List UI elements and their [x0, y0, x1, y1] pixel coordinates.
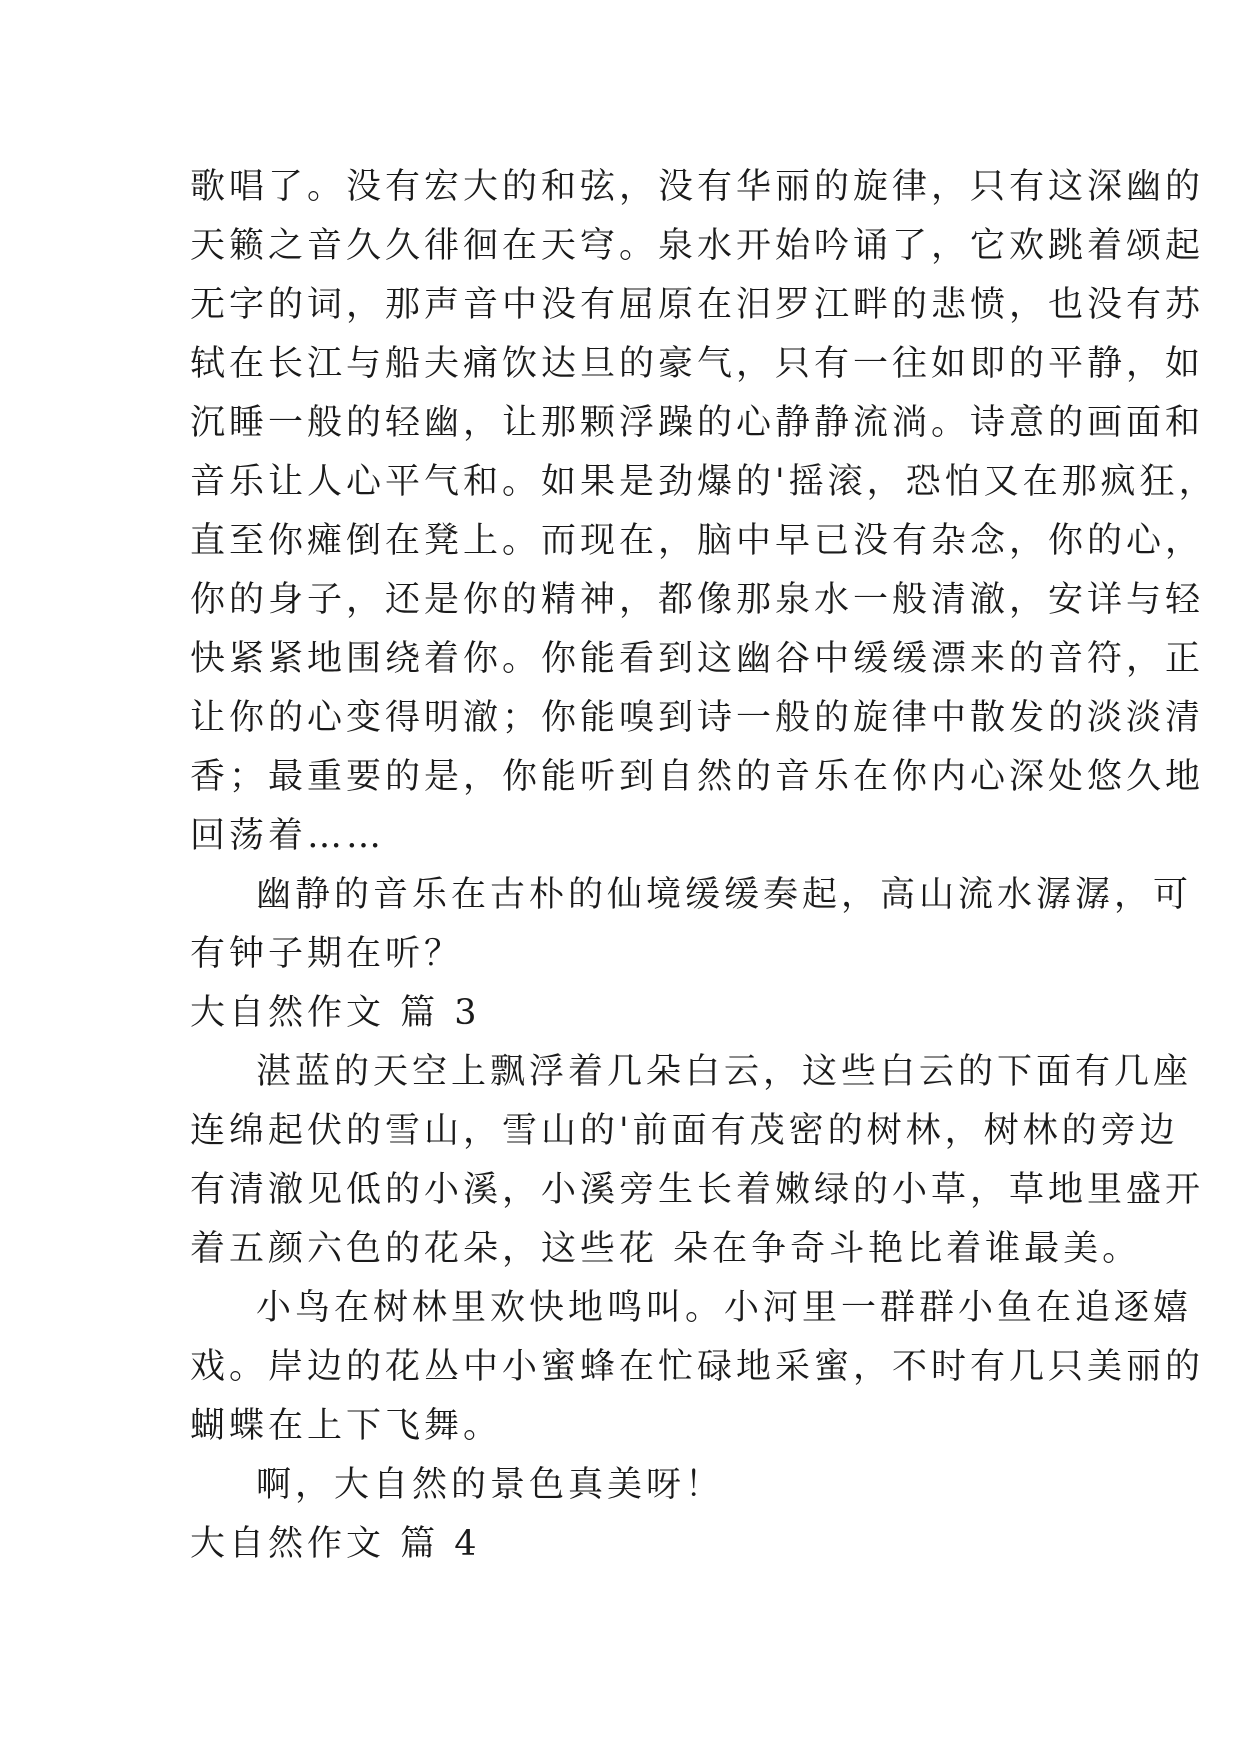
text-line: 你的身子，还是你的精神，都像那泉水一般清澈，安详与轻: [190, 580, 1205, 620]
text-line: 香；最重要的是，你能听到自然的音乐在你内心深处悠久地: [190, 757, 1205, 797]
text-line: 回荡着……: [190, 816, 386, 856]
text-line: 直至你瘫倒在凳上。而现在，脑中早已没有杂念，你的心，: [190, 521, 1205, 561]
text-line: 快紧紧地围绕着你。你能看到这幽谷中缓缓漂来的音符，正: [190, 639, 1205, 679]
paragraph-start-line: 小鸟在树林里欢快地鸣叫。小河里一群群小鱼在追逐嬉: [256, 1288, 1193, 1328]
text-line: 蝴蝶在上下飞舞。: [190, 1406, 503, 1446]
text-line: 有清澈见低的小溪，小溪旁生长着嫩绿的小草，草地里盛开: [190, 1170, 1205, 1210]
text-line: 连绵起伏的雪山，雪山的'前面有茂密的树林，树林的旁边: [190, 1111, 1179, 1151]
text-line: 有钟子期在听？: [190, 934, 464, 974]
text-line: 音乐让人心平气和。如果是劲爆的'摇滚，恐怕又在那疯狂，: [190, 462, 1218, 502]
text-line: 无字的词，那声音中没有屈原在汨罗江畔的悲愤，也没有苏: [190, 285, 1205, 325]
document-body: [190, 158, 1218, 1574]
paragraph-start-line: 幽静的音乐在古朴的仙境缓缓奏起，高山流水潺潺，可: [256, 875, 1193, 915]
section-heading: 大自然作文 篇 3: [190, 993, 481, 1033]
text-line: 歌唱了。没有宏大的和弦，没有华丽的旋律，只有这深幽的: [190, 167, 1205, 207]
text-line: 着五颜六色的花朵，这些花 朵在争奇斗艳比着谁最美。: [190, 1229, 1142, 1269]
text-line: 轼在长江与船夫痛饮达旦的豪气，只有一往如即的平静，如: [190, 344, 1205, 384]
text-line: 戏。岸边的花丛中小蜜蜂在忙碌地采蜜，不时有几只美丽的: [190, 1347, 1205, 1387]
section-heading: 大自然作文 篇 4: [190, 1524, 481, 1564]
text-line: 天籁之音久久徘徊在天穹。泉水开始吟诵了，它欢跳着颂起: [190, 226, 1205, 266]
text-line: 让你的心变得明澈；你能嗅到诗一般的旋律中散发的淡淡清: [190, 698, 1205, 738]
paragraph-start-line: 啊，大自然的景色真美呀！: [256, 1465, 725, 1505]
paragraph-start-line: 湛蓝的天空上飘浮着几朵白云，这些白云的下面有几座: [256, 1052, 1193, 1092]
text-line: 沉睡一般的轻幽，让那颗浮躁的心静静流淌。诗意的画面和: [190, 403, 1205, 443]
